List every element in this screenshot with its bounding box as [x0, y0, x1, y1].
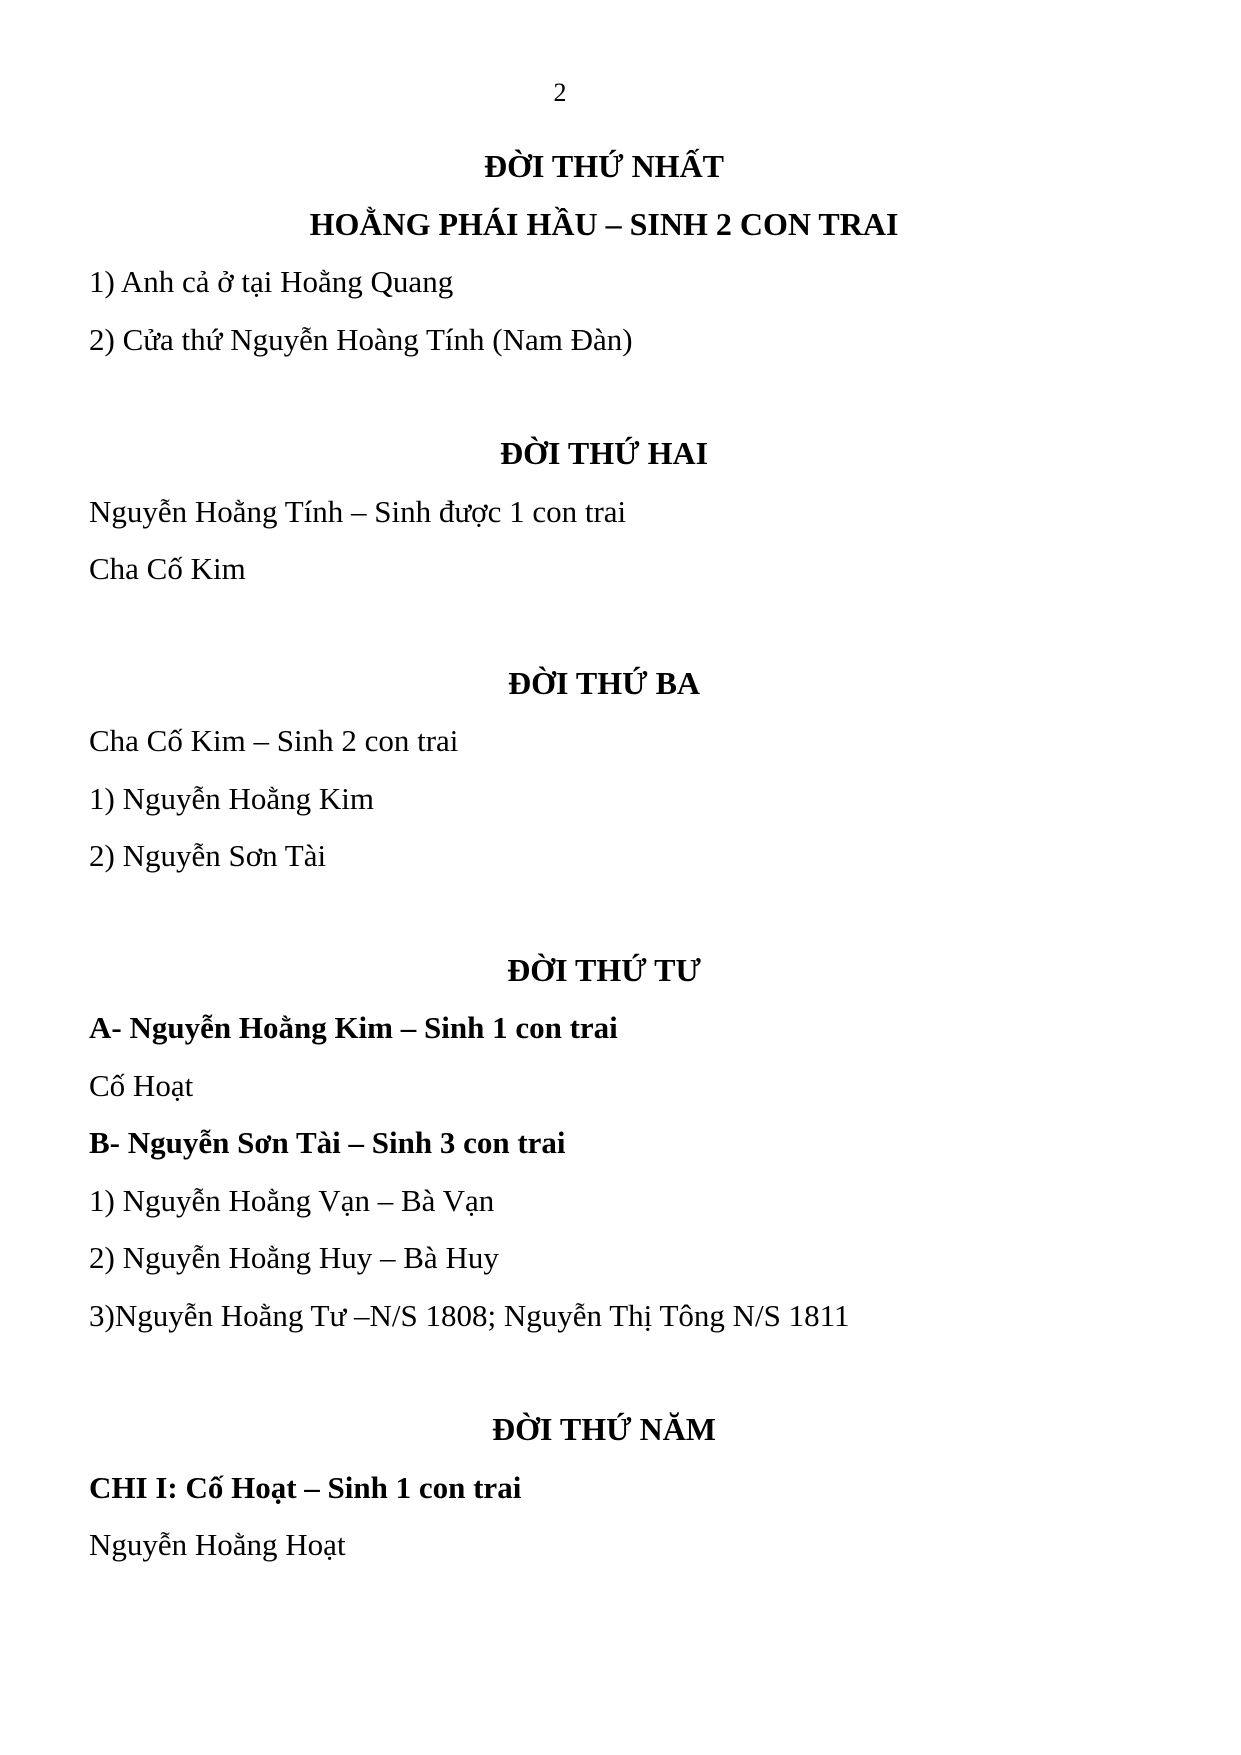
entry-line: 2) Nguyễn Sơn Tài — [89, 838, 327, 873]
section-heading: ĐỜI THỨ NHẤT — [483, 148, 725, 184]
entry-line: 2) Cửa thứ Nguyễn Hoàng Tính (Nam Đàn) — [89, 321, 633, 357]
entry-line: Nguyễn Hoằng Tính – Sinh được 1 con trai — [89, 493, 627, 529]
document-body — [89, 138, 1119, 1574]
entry-line: Cha Cố Kim — [89, 551, 246, 586]
page-number: 2 — [553, 78, 567, 107]
branch-heading: A- Nguyễn Hoằng Kim – Sinh 1 con trai — [89, 1010, 618, 1045]
section-heading: ĐỜI THỨ HAI — [499, 435, 709, 471]
entry-line: 2) Nguyễn Hoằng Huy – Bà Huy — [89, 1240, 499, 1275]
entry-line: 3)Nguyễn Hoằng Tư –N/S 1808; Nguyễn Thị Tông N/S 1811 — [89, 1297, 850, 1333]
section-generation-5 — [89, 1401, 1119, 1574]
section-generation-4 — [89, 942, 1119, 1345]
section-generation-1 — [89, 138, 1119, 368]
entry-line: 1) Anh cả ở tại Hoằng Quang — [89, 264, 454, 299]
section-generation-3 — [89, 655, 1119, 885]
entry-line: Cha Cố Kim – Sinh 2 con trai — [89, 723, 459, 758]
section-heading: ĐỜI THỨ NĂM — [492, 1411, 716, 1447]
branch-heading: B- Nguyễn Sơn Tài – Sinh 3 con trai — [89, 1125, 566, 1160]
entry-line: Nguyễn Hoằng Hoạt — [89, 1527, 346, 1562]
entry-line: 1) Nguyễn Hoằng Kim — [89, 780, 374, 816]
section-heading: ĐỜI THỨ TƯ — [507, 951, 701, 988]
section-subheading: HOẰNG PHÁI HẦU – SINH 2 CON TRAI — [309, 205, 899, 242]
section-generation-2 — [89, 425, 1119, 598]
section-heading: ĐỜI THỨ BA — [507, 664, 701, 701]
entry-line: 1) Nguyễn Hoằng Vạn – Bà Vạn — [89, 1182, 495, 1218]
entry-line: Cố Hoạt — [89, 1067, 194, 1103]
branch-heading: CHI I: Cố Hoạt – Sinh 1 con trai — [89, 1469, 522, 1505]
